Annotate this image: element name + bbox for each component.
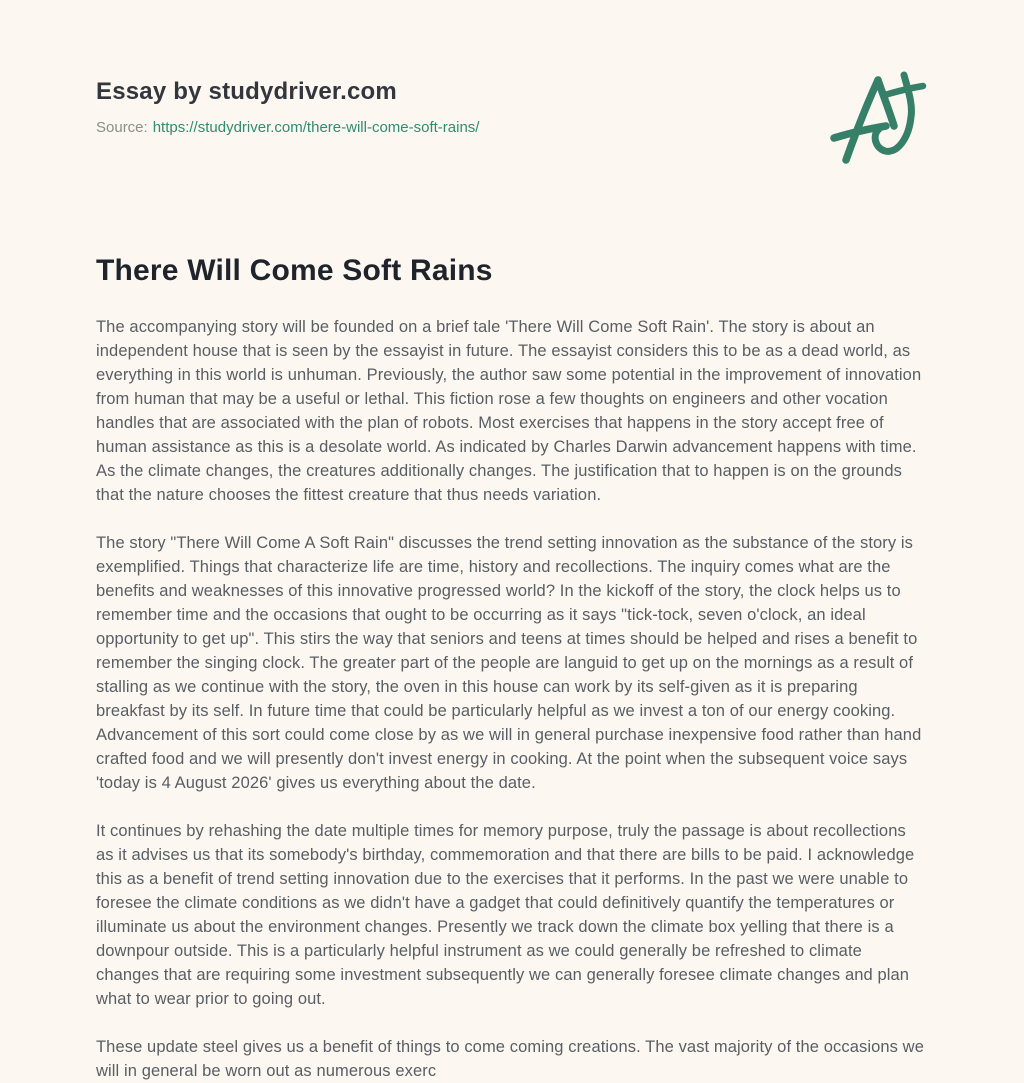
source-line [96, 119, 928, 137]
essay-paragraph: It continues by rehashing the date multiple times for memory purpose, truly the passage is about recollections as it advises us that its somebody's birthday, commemoration and that there are bills to be paid. I acknowledge this as a benefit of trend setting innovation due to the exercises that it performs. In the past we were unable to foresee the climate conditions as we didn't have a gadget that could definitively quantify the temperatures or illuminate us about the environment changes. Presently we track down the climate box yelling that there is a downpour outside. This is a particularly helpful instrument as we could generally be refreshed to climate changes that are requiring some investment subsequently we can generally foresee climate changes and plan what to wear prior to going out. [96, 822, 915, 1008]
essay-paragraph: The story "There Will Come A Soft Rain" discusses the trend setting innovation as the substance of the story is exemplified. Things that characterize life are time, history and recollections. The inquiry comes what are the benefits and weaknesses of this innovative progressed world? In the kickoff of the story, the clock helps us to remember time and the occasions that ought to be occurring as it says "tick-tock, seven o'clock, an ideal opportunity to get up". This stirs the way that seniors and teens at times should be helped and rises a benefit to remember the singing clock. The greater part of the people are languid to get up on the mornings as a result of stalling as we continue with the story, the oven in this house can work by its self-given as it is preparing breakfast by its self. In future time that could be particularly helpful as we invest a ton of our energy cooking. Advancement of this sort could come close by as we will in general purchase inexpensive food rather than hand crafted food and we will presently don't invest energy in cooking. At the point when the subsequent voice says 'today is 4 August 2026' gives us everything about the date. [96, 534, 922, 792]
page-header [96, 0, 928, 137]
essay-title: There Will Come Soft Rains [96, 254, 493, 287]
source-label: Source: [96, 119, 148, 136]
source-link[interactable]: https://studydriver.com/there-will-come-soft-rains/ [152, 119, 480, 136]
a-plus-logo-icon [820, 62, 928, 170]
essay-body [96, 315, 928, 1083]
page-title: Essay by studydriver.com [96, 78, 397, 105]
studydriver-logo [820, 62, 928, 170]
essay-content [96, 253, 928, 1083]
essay-paragraph: The accompanying story will be founded on a brief tale 'There Will Come Soft Rain'. The story is about an independent house that is seen by the essayist in future. The essayist considers this to be as a dead world, as everything in this world is unhuman. Previously, the author saw some potential in the improvement of innovation from human that may be a useful or lethal. This fiction rose a few thoughts on engineers and other vocation handles that are associated with the plan of robots. Most exercises that happens in the story accept free of human assistance as this is a desolate world. As indicated by Charles Darwin advancement happens with time. As the climate changes, the creatures additionally changes. The justification that to happen is on the grounds that the nature chooses the fittest creature that thus needs variation. [96, 318, 922, 504]
essay-paragraph: These update steel gives us a benefit of things to come coming creations. The vast majority of the occasions we will in general be worn out as numerous exerc [96, 1038, 924, 1080]
header-text-block [96, 78, 928, 137]
